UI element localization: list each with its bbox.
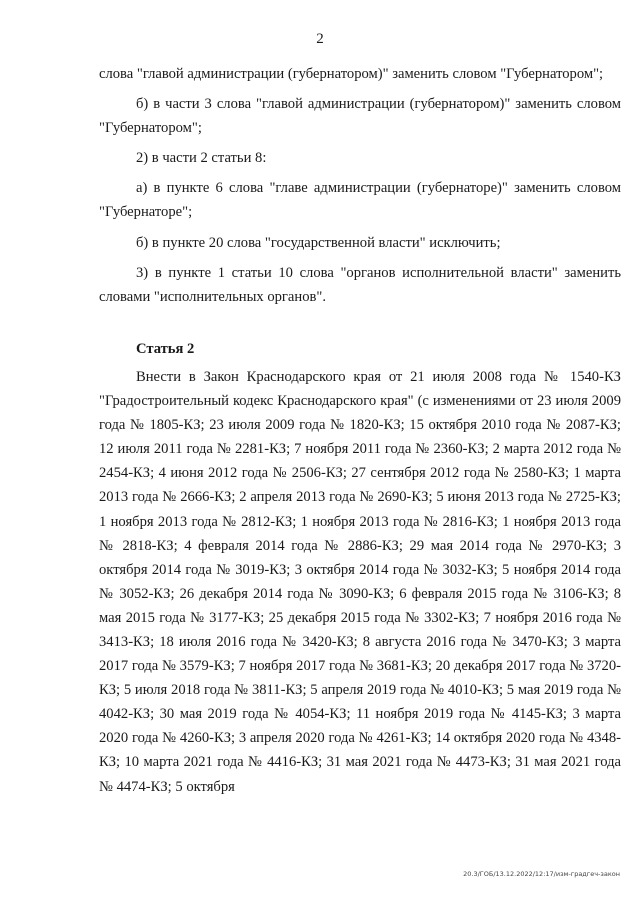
article-heading: Статья 2 (136, 340, 195, 357)
paragraph-item-a-point6: а) в пункте 6 слова "главе администрации (губернаторе)" заменить словом "Губернаторе"; (99, 180, 621, 221)
paragraph-item-2: 2) в части 2 статьи 8: (136, 150, 267, 167)
paragraph-item-b-point20: б) в пункте 20 слова "государственной власти" исключить; (136, 234, 501, 251)
page-number: 2 (316, 31, 324, 47)
article-text: Внести в Закон Краснодарского края от 21 июля 2008 года № 1540-КЗ "Градостроительный кодекс Краснодарского края" (с изменениями от 23 июля 2009 года № 1805-КЗ; 23 июля 2009 года № 1820-КЗ; 15 октября 2010 года № 2087-КЗ; 12 июля 2011 года № 2281-КЗ; 7 ноября 2011 года № 2360-КЗ; 2 марта 2012 года № 2454-КЗ; 4 июня 2012 года № 2506-КЗ; 27 сентября 2012 года № 2580-КЗ; 1 марта 2013 года № 2666-КЗ; 2 апреля 2013 года № 2690-КЗ; 5 июня 2013 года № 2725-КЗ; 1 ноября 2013 года № 2812-КЗ; 1 ноября 2013 года № 2816-КЗ; 1 ноября 2013 года № 2818-КЗ; 4 февраля 2014 года № 2886-КЗ; 29 мая 2014 года № 2970-КЗ; 3 октября 2014 года № 3019-КЗ; 3 октября 2014 года № 3032-КЗ; 5 ноября 2014 года № 3052-КЗ; 26 декабря 2014 года № 3090-КЗ; 6 февраля 2015 года № 3106-КЗ; 8 мая 2015 года № 3177-КЗ; 25 декабря 2015 года № 3302-КЗ; 7 ноября 2016 года № 3413-КЗ; 18 июля 2016 года № 3420-КЗ; 8 августа 2016 года № 3470-КЗ; 3 марта 2017 года № 3579-КЗ; 7 ноября 2017 года № 3681-КЗ; 20 декабря 2017 года № 3720-КЗ; 5 июля 2018 года № 3811-КЗ; 5 апреля 2019 года № 4010-КЗ; 5 мая 2019 года № 4042-КЗ; 30 мая 2019 года № 4054-КЗ; 11 ноября 2019 года № 4145-КЗ; 3 марта 2020 года № 4260-КЗ; 3 апреля 2020 года № 4261-КЗ; 14 октября 2020 года № 4348-КЗ; 10 марта 2021 года № 4416-КЗ; 31 мая 2021 года № 4473-КЗ; 31 мая 2021 года № 4474-КЗ; 5 октября (99, 368, 621, 795)
paragraph-item-3: 3) в пункте 1 статьи 10 слова "органов исполнительной власти" заменить словами "исполнительных органов". (99, 264, 621, 305)
document-body (99, 62, 621, 805)
paragraph-item-b-part3: б) в части 3 слова "главой администрации (губернатором)" заменить словом "Губернатором"; (99, 96, 621, 137)
paragraph-continuation: слова "главой администрации (губернатором)" заменить словом "Губернатором"; (99, 66, 604, 82)
footer-document-code: 20.3/ГОБ/13.12.2022/12:17/изм-градгеч-закон (463, 870, 620, 878)
